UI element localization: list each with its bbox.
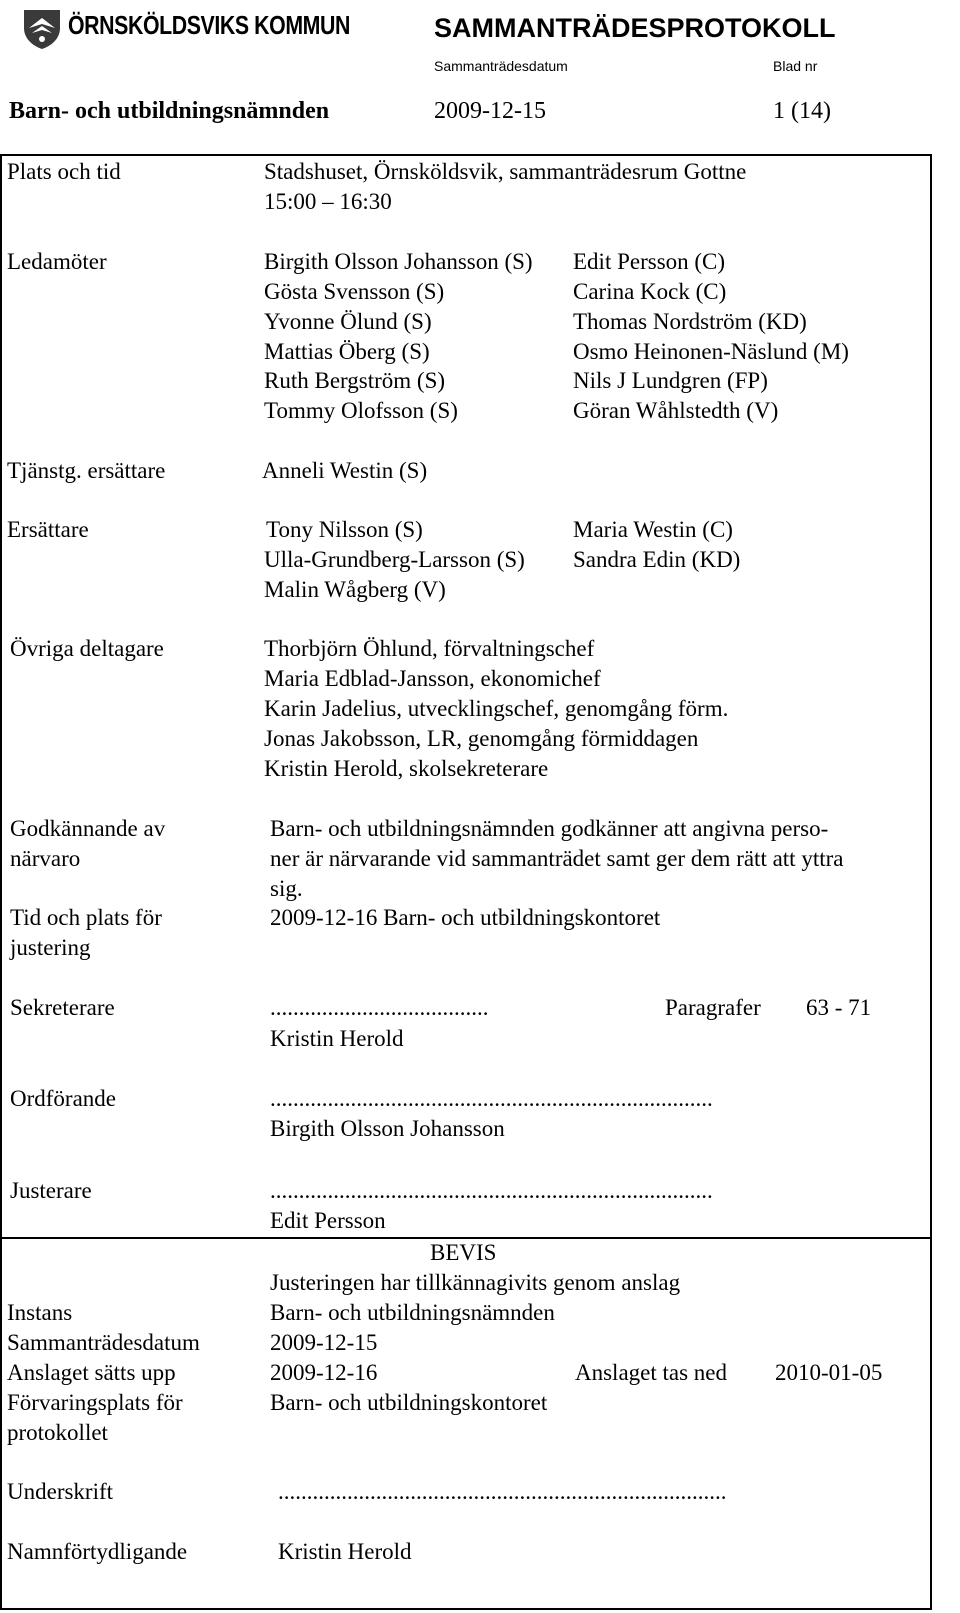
serving-substitute-name: Anneli Westin (S) xyxy=(262,458,428,483)
member-right: Göran Wåhlstedth (V) xyxy=(573,398,779,423)
storage-label-line2: protokollet xyxy=(7,1420,108,1445)
municipality-logo xyxy=(20,6,64,50)
paragraphs-value: 63 - 71 xyxy=(806,995,872,1020)
committee-name: Barn- och utbildningsnämnden xyxy=(9,98,330,124)
member-right: Carina Kock (C) xyxy=(573,279,727,304)
meeting-date: 2009-12-15 xyxy=(434,98,546,124)
posted-label: Anslaget sätts upp xyxy=(7,1360,176,1385)
certificate-date-label: Sammanträdesdatum xyxy=(7,1330,200,1355)
document-type: SAMMANTRÄDESPROTOKOLL xyxy=(434,13,836,43)
place-value: Stadshuset, Örnsköldsvik, sammanträdesrum Gottne xyxy=(264,159,747,184)
member-left: Ruth Bergström (S) xyxy=(264,368,446,393)
member-right: Nils J Lundgren (FP) xyxy=(573,368,768,393)
instance-label: Instans xyxy=(7,1300,73,1325)
frame-right-rule xyxy=(930,154,932,1610)
substitute-left: Malin Wågberg (V) xyxy=(264,577,446,602)
member-left: Birgith Olsson Johansson (S) xyxy=(264,249,533,274)
page-number: 1 (14) xyxy=(773,98,831,124)
member-left: Tommy Olofsson (S) xyxy=(264,398,458,423)
frame-bottom-rule xyxy=(0,1608,932,1610)
member-left: Mattias Öberg (S) xyxy=(264,339,430,364)
frame-top-rule xyxy=(0,154,932,156)
posted-value: 2009-12-16 xyxy=(270,1360,378,1385)
adjustment-label-line1: Tid och plats för xyxy=(10,905,162,930)
other-participant: Thorbjörn Öhlund, förvaltningschef xyxy=(264,636,595,661)
member-left: Yvonne Ölund (S) xyxy=(264,309,432,334)
substitute-right: Maria Westin (C) xyxy=(573,517,733,542)
certificate-title: BEVIS xyxy=(430,1240,497,1265)
municipality-name: ÖRNSKÖLDSVIKS KOMMUN xyxy=(68,10,351,40)
adjustment-value: 2009-12-16 Barn- och utbildningskontoret xyxy=(270,905,661,930)
signature-label: Underskrift xyxy=(7,1479,114,1504)
certificate-date-value: 2009-12-15 xyxy=(270,1330,378,1355)
approval-text-line3: sig. xyxy=(270,876,303,901)
meeting-date-header-label: Sammanträdesdatum xyxy=(434,58,568,74)
member-right: Osmo Heinonen-Näslund (M) xyxy=(573,339,849,364)
adjuster-signature-line: ............................................................................. xyxy=(270,1178,713,1203)
member-left: Gösta Svensson (S) xyxy=(264,279,445,304)
chair-signature-line: ............................................................................. xyxy=(270,1086,713,1111)
adjuster-label: Justerare xyxy=(10,1178,92,1203)
page-number-header-label: Blad nr xyxy=(773,58,818,74)
storage-label-line1: Förvaringsplats för xyxy=(7,1390,183,1415)
chair-name: Birgith Olsson Johansson xyxy=(270,1116,505,1141)
signature-line: .............................................................................. xyxy=(278,1479,727,1504)
other-participant: Jonas Jakobsson, LR, genomgång förmiddagen xyxy=(264,726,699,751)
other-participants-label: Övriga deltagare xyxy=(10,636,164,661)
paragraphs-label: Paragrafer xyxy=(665,995,761,1020)
coat-of-arms-icon xyxy=(20,6,64,50)
other-participant: Kristin Herold, skolsekreterare xyxy=(264,756,549,781)
substitute-left: Tony Nilsson (S) xyxy=(266,517,423,542)
substitute-right: Sandra Edin (KD) xyxy=(573,547,741,572)
member-right: Edit Persson (C) xyxy=(573,249,726,274)
substitute-left: Ulla-Grundberg-Larsson (S) xyxy=(264,547,525,572)
name-clarification-label: Namnförtydligande xyxy=(7,1539,188,1564)
removed-label: Anslaget tas ned xyxy=(575,1360,728,1385)
secretary-name: Kristin Herold xyxy=(270,1026,404,1051)
frame-left-rule xyxy=(0,154,2,1610)
storage-value: Barn- och utbildningskontoret xyxy=(270,1390,548,1415)
serving-substitute-label: Tjänstg. ersättare xyxy=(7,458,166,483)
other-participant: Karin Jadelius, utvecklingschef, genomgång förm. xyxy=(264,696,729,721)
other-participant: Maria Edblad-Jansson, ekonomichef xyxy=(264,666,601,691)
approval-label-line1: Godkännande av xyxy=(10,816,166,841)
secretary-label: Sekreterare xyxy=(10,995,115,1020)
approval-label-line2: närvaro xyxy=(10,846,81,871)
member-right: Thomas Nordström (KD) xyxy=(573,309,807,334)
approval-text-line2: ner är närvarande vid sammanträdet samt ger dem rätt att yttra xyxy=(270,846,844,871)
instance-value: Barn- och utbildningsnämnden xyxy=(270,1300,555,1325)
adjustment-label-line2: justering xyxy=(10,935,91,960)
members-label: Ledamöter xyxy=(7,249,107,274)
approval-text-line1: Barn- och utbildningsnämnden godkänner att angivna perso- xyxy=(270,816,829,841)
chair-label: Ordförande xyxy=(10,1086,117,1111)
removed-value: 2010-01-05 xyxy=(775,1360,883,1385)
adjuster-name: Edit Persson xyxy=(270,1208,386,1233)
name-clarification-value: Kristin Herold xyxy=(278,1539,412,1564)
secretary-signature-line: ...................................... xyxy=(270,995,489,1020)
substitutes-label: Ersättare xyxy=(7,517,89,542)
place-time-label: Plats och tid xyxy=(7,159,121,184)
time-value: 15:00 – 16:30 xyxy=(264,189,392,214)
certificate-statement: Justeringen har tillkännagivits genom anslag xyxy=(270,1270,681,1295)
